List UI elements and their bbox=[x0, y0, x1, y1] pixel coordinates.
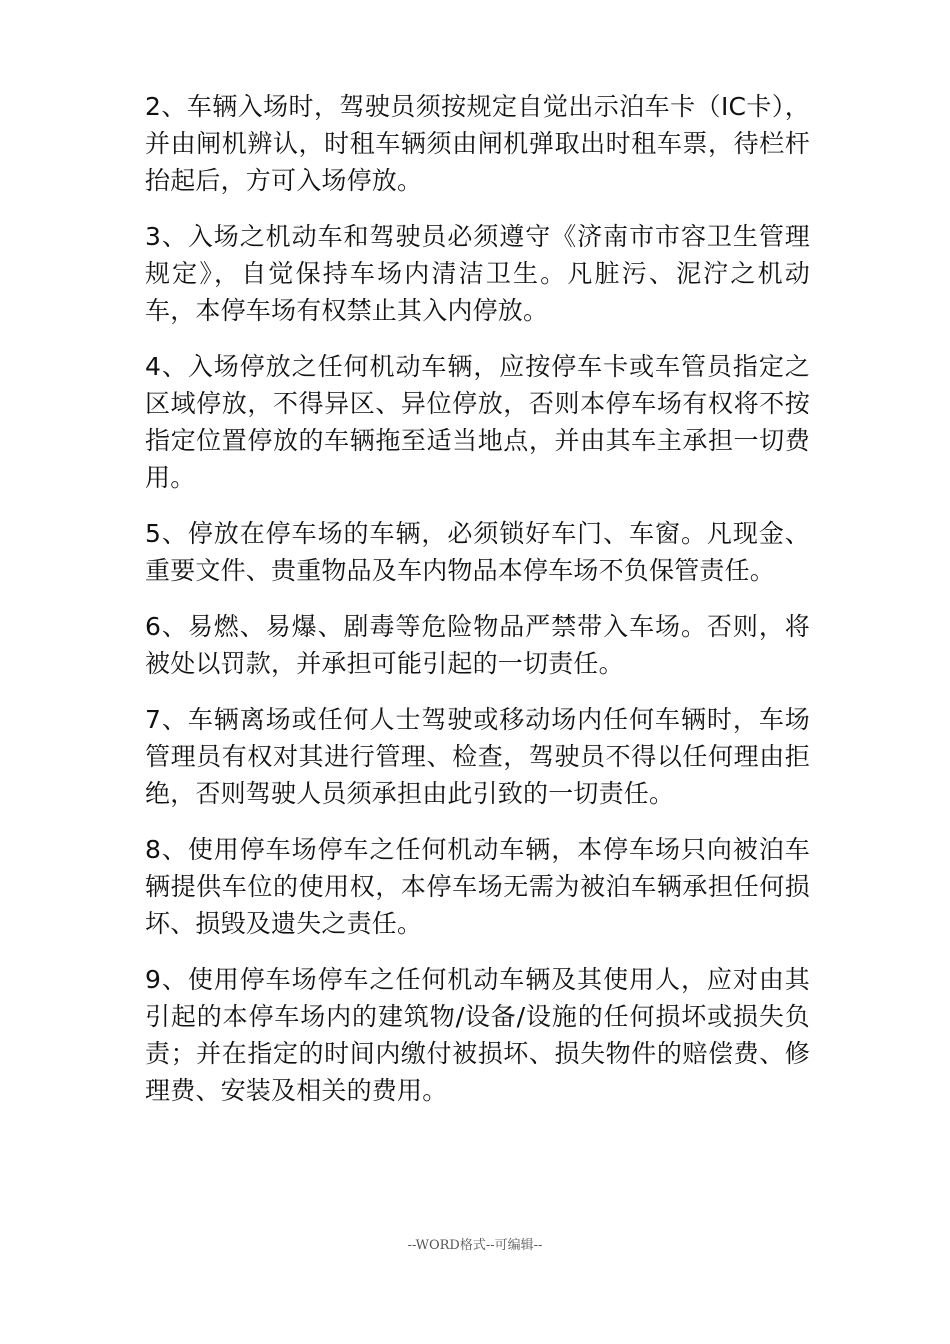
paragraph-rule-6: 6、易燃、易爆、剧毒等危险物品严禁带入车场。否则，将被处以罚款，并承担可能引起的一切责任。 bbox=[145, 612, 810, 678]
paragraph-rule-5: 5、停放在停车场的车辆，必须锁好车门、车窗。凡现金、重要文件、贵重物品及车内物品本停车场不负保管责任。 bbox=[145, 519, 810, 585]
document-body bbox=[145, 88, 810, 1128]
paragraph-rule-7: 7、车辆离场或任何人士驾驶或移动场内任何车辆时，车场管理员有权对其进行管理、检查，驾驶员不得以任何理由拒绝，否则驾驶人员须承担由此引致的一切责任。 bbox=[145, 705, 810, 808]
paragraph-rule-3: 3、入场之机动车和驾驶员必须遵守《济南市市容卫生管理规定》，自觉保持车场内清洁卫生。凡脏污、泥泞之机动车，本停车场有权禁止其入内停放。 bbox=[145, 222, 810, 325]
page-footer: --WORD格式--可编辑-- bbox=[407, 1238, 543, 1253]
paragraph-rule-9: 9、使用停车场停车之任何机动车辆及其使用人，应对由其引起的本停车场内的建筑物/设备/设施的任何损坏或损失负责；并在指定的时间内缴付被损坏、损失物件的赔偿费、修理费、安装及相关的费用。 bbox=[145, 965, 810, 1105]
paragraph-rule-2: 2、车辆入场时，驾驶员须按规定自觉出示泊车卡（IC卡），并由闸机辨认，时租车辆须由闸机弹取出时租车票，待栏杆抬起后，方可入场停放。 bbox=[145, 92, 810, 195]
paragraph-rule-4: 4、入场停放之任何机动车辆，应按停车卡或车管员指定之区域停放，不得异区、异位停放，否则本停车场有权将不按指定位置停放的车辆拖至适当地点，并由其车主承担一切费用。 bbox=[145, 352, 810, 492]
paragraph-rule-8: 8、使用停车场停车之任何机动车辆，本停车场只向被泊车辆提供车位的使用权，本停车场无需为被泊车辆承担任何损坏、损毁及遗失之责任。 bbox=[145, 835, 810, 938]
